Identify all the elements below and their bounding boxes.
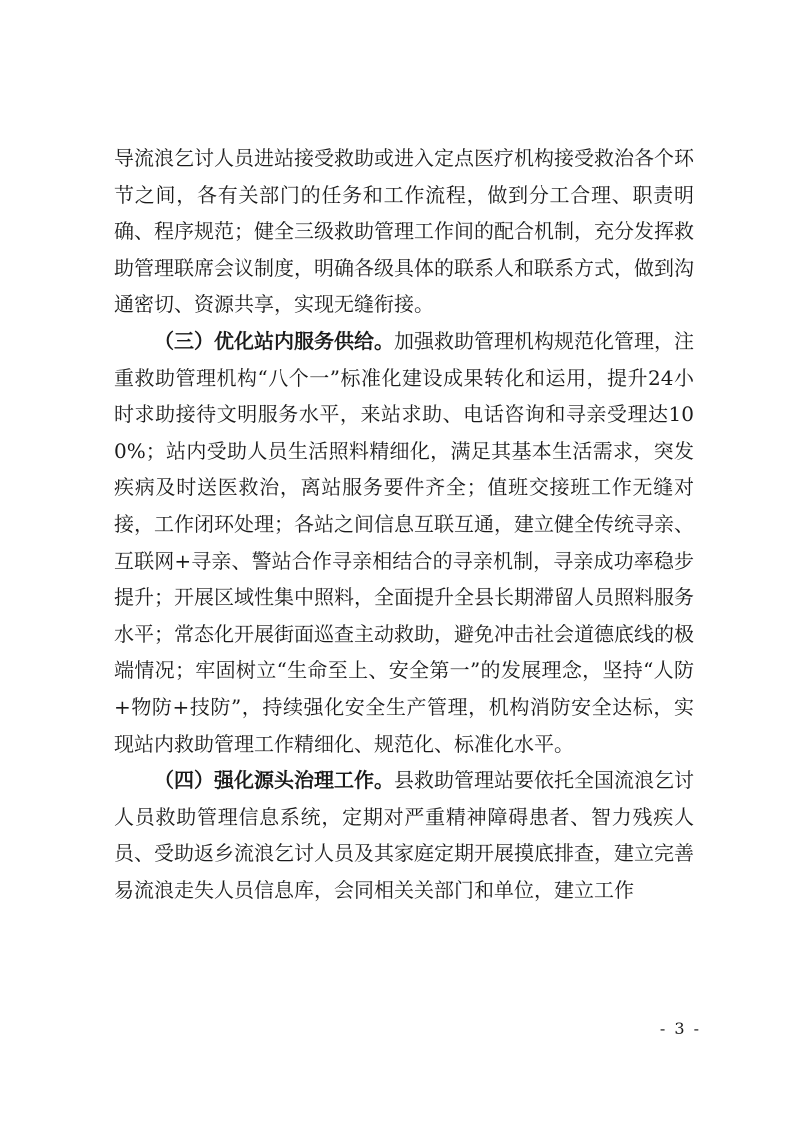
paragraph-text: 县救助管理站要依托全国流浪乞讨人员救助管理信息系统，定期对严重精神障碍患者、智力残疾人员、受助返乡流浪乞讨人员及其家庭定期开展摸底排查，建立完善易流浪走失人员信息库，会同相关关部门和单位，建立工作 [114,768,694,902]
section-heading: （三）优化站内服务供给。 [154,328,394,353]
paragraph-text: 导流浪乞讨人员进站接受救助或进入定点医疗机构接受救治各个环节之间，各有关部门的任务和工作流程，做到分工合理、职责明确、程序规范；健全三级救助管理工作间的配合机制，充分发挥救助管理联席会议制度，明确各级具体的联系人和联系方式，做到沟通密切、资源共享，实现无缝衔接。 [114,146,694,317]
paragraph-continuation [114,140,694,323]
page-number: - 3 - [659,1019,701,1038]
section-heading: （四）强化源头治理工作。 [154,768,394,793]
document-body [114,140,694,908]
paragraph-section-3 [114,323,694,762]
paragraph-text: 加强救助管理机构规范化管理，注重救助管理机构“八个一”标准化建设成果转化和运用，提升24小时求助接待文明服务水平，来站求助、电话咨询和寻亲受理达100%；站内受助人员生活照料精细化，满足其基本生活需求，突发疾病及时送医救治，离站服务要件齐全；值班交接班工作无缝对接，工作闭环处理；各站之间信息互联互通，建立健全传统寻亲、互联网+寻亲、警站合作寻亲相结合的寻亲机制，寻亲成功率稳步提升；开展区域性集中照料，全面提升全县长期滞留人员照料服务水平；常态化开展街面巡查主动救助，避免冲击社会道德底线的极端情况；牢固树立“生命至上、安全第一”的发展理念，坚持“人防+物防+技防”，持续强化安全生产管理，机构消防安全达标，实现站内救助管理工作精细化、规范化、标准化水平。 [114,328,694,756]
paragraph-section-4 [114,762,694,908]
